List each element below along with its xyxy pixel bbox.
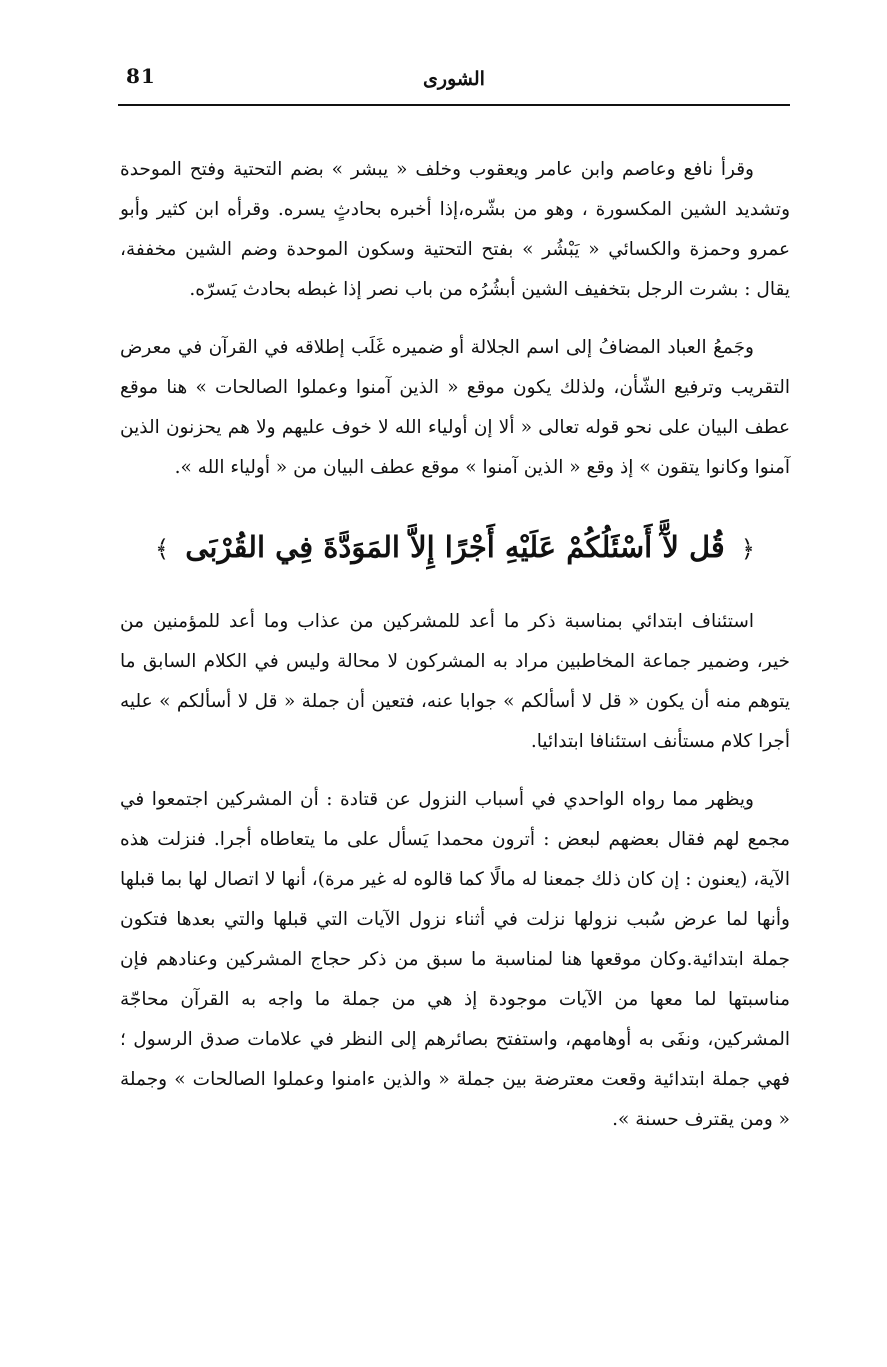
running-title: الشورى: [423, 68, 485, 90]
paragraph-4: ويظهر مما رواه الواحدي في أسباب النزول عن قتادة : أن المشركين اجتمعوا في مجمع لهم فقال بعضهم لبعض : أترون محمدا يَسأل على ما يتعاطاه أجرا. فنزلت هذه الآية، (يعنون : إن كان ذلك جمعنا له مالًا كما قالوه له غير مرة)، أنها لا اتصال لها بما قبلها وأنها لما عرض سُبب نزولها نزلت في أثناء نزول الآيات التي قبلها والتي بعدها فتكون جملة ابتدائية.وكان موقعها هنا لمناسبة ما سبق من ذكر حجاج المشركين وعنادهم فإن مناسبتها لما معها من الآيات موجودة إذ هي من جملة ما واجه به القرآن محاجّة المشركين، ونفَى به أوهامهم، واستفتح بصائرهم إلى النظر في علامات صدق الرسول ؛ فهي جملة ابتدائية وقعت معترضة بين جملة « والذين ءامنوا وعملوا الصالحات » وجملة « ومن يقترف حسنة ».: [120, 789, 790, 1130]
page-header: [118, 58, 790, 106]
paragraph-2: وجَمعُ العباد المضافُ إلى اسم الجلالة أو ضميره غَلَب إطلاقه في القرآن في معرض التقريب وترفيع الشّأن، ولذلك يكون موقع « الذين آمنوا وعملوا الصالحات » هنا موقع عطف البيان على نحو قوله تعالى « ألا إن أولياء الله لا خوف عليهم ولا هم يحزنون الذين آمنوا وكانوا يتقون » إذ وقع « الذين آمنوا » موقع عطف البيان من « أولياء الله ».: [120, 337, 790, 478]
verse-text: قُل لآَّ أَسْئَلُكُمْ عَلَيْهِ أَجْرًا إِلاَّ المَوَدَّةَ فِي القُرْبَى: [185, 530, 725, 564]
page-number: 81: [126, 64, 156, 88]
verse-ornament-right: ﴿: [740, 535, 755, 563]
body-text: [120, 150, 790, 1140]
paragraph-3: استئناف ابتدائي بمناسبة ذكر ما أعد للمشركين من عذاب وما أعد للمؤمنين من خير، وضمير جماعة المخاطبين مراد به المشركون لا محالة وليس في الكلام السابق ما يتوهم منه أن يكون « قل لا أسألكم » جوابا عنه، فتعين أن جملة « قل لا أسألكم » عليه أجرا كلام مستأنف استئنافا ابتدائيا.: [120, 611, 790, 752]
header-rule: [118, 104, 790, 106]
quran-verse: [120, 522, 790, 574]
verse-ornament-left: ﴾: [155, 535, 170, 563]
paragraph-1: وقرأ نافع وعاصم وابن عامر ويعقوب وخلف « يبشر » بضم التحتية وفتح الموحدة وتشديد الشين المكسورة ، وهو من بشّره،إذا أخبره بحادثٍ يسره. وقرأه ابن كثير وأبو عمرو وحمزة والكسائي « يَبْشُر » بفتح التحتية وسكون الموحدة وضم الشين مخففة، يقال : بشرت الرجل بتخفيف الشين أبشُرُه من باب نصر إذا غبطه بحادث يَسرّه.: [120, 159, 790, 300]
